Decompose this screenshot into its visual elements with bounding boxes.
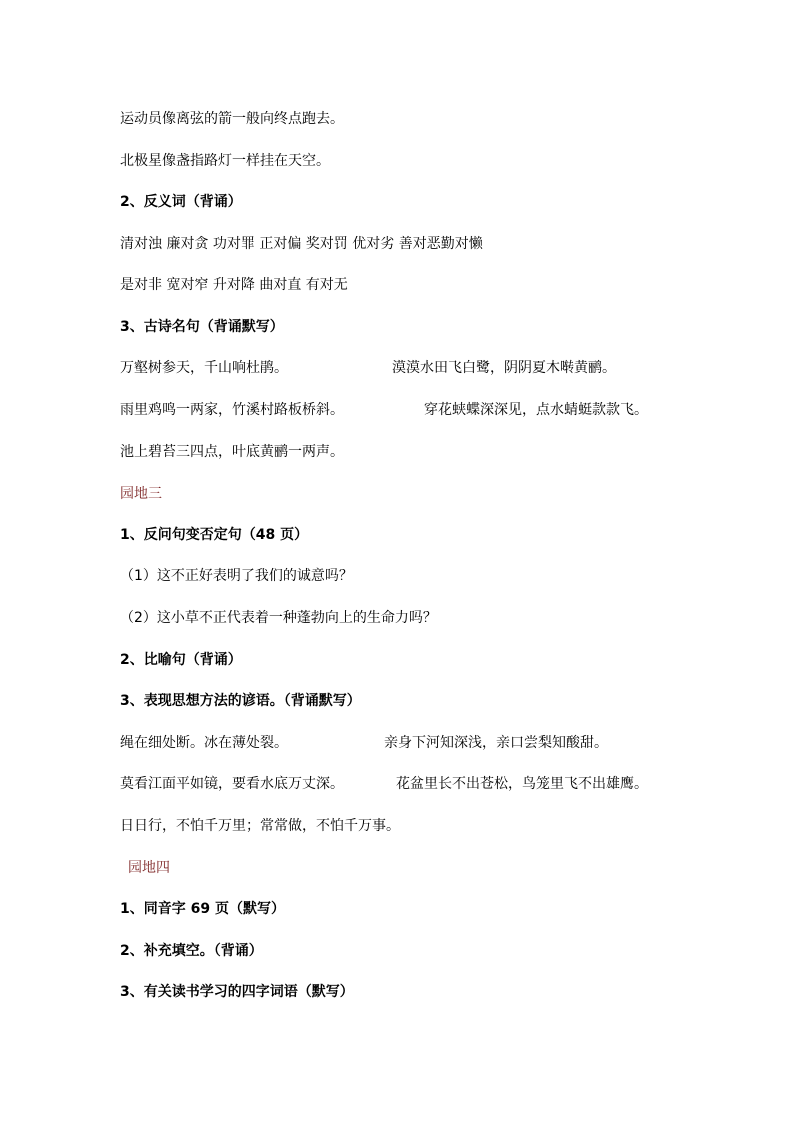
poem-row-3: 池上碧苔三四点，叶底黄鹂一两声。 — [120, 444, 344, 460]
poem-row-2 — [120, 400, 648, 420]
question-1: （1）这不正好表明了我们的诚意吗？ — [120, 568, 353, 584]
proverb-row-1 — [120, 733, 608, 753]
sentence-polaris: 北极星像盏指路灯一样挂在天空。 — [120, 153, 330, 169]
poem-line: 雨里鸡鸣一两家，竹溪村路板桥斜。 — [120, 402, 344, 418]
poem-row-1 — [120, 358, 616, 378]
heading-metaphor: 2、比喻句（背诵） — [120, 652, 242, 668]
heading-poems: 3、古诗名句（背诵默写） — [120, 319, 284, 335]
heading-homophones: 1、同音字 69 页（默写） — [120, 901, 285, 917]
sentence-runner: 运动员像离弦的箭一般向终点跑去。 — [120, 111, 344, 127]
heading-rhetorical: 1、反问句变否定句（48 页） — [120, 527, 309, 543]
antonym-row-2: 是对非 宽对窄 升对降 曲对直 有对无 — [120, 277, 348, 293]
proverb-row-2 — [120, 774, 648, 794]
poem-line: 万壑树参天，千山响杜鹃。 — [120, 360, 288, 376]
heading-fill-blanks: 2、补充填空。（背诵） — [120, 943, 263, 959]
heading-antonyms: 2、反义词（背诵） — [120, 194, 242, 210]
section-title-3: 园地三 — [120, 486, 162, 502]
heading-proverbs: 3、表现思想方法的谚语。（背诵默写） — [120, 693, 361, 709]
poem-line: 穿花蛱蝶深深见，点水蜻蜓款款飞。 — [424, 402, 648, 418]
proverb: 绳在细处断。冰在薄处裂。 — [120, 735, 288, 751]
section-title-4: 园地四 — [128, 860, 170, 876]
poem-line: 漠漠水田飞白鹭，阴阴夏木啭黄鹂。 — [392, 360, 616, 376]
proverb: 花盆里长不出苍松，鸟笼里飞不出雄鹰。 — [396, 776, 648, 792]
heading-idioms: 3、有关读书学习的四字词语（默写） — [120, 984, 354, 1000]
proverb: 亲身下河知深浅，亲口尝梨知酸甜。 — [384, 735, 608, 751]
question-2: （2）这小草不正代表着一种蓬勃向上的生命力吗？ — [120, 610, 437, 626]
antonym-row-1: 清对浊 廉对贪 功对罪 正对偏 奖对罚 优对劣 善对恶勤对懒 — [120, 236, 483, 252]
proverb: 莫看江面平如镜，要看水底万丈深。 — [120, 776, 344, 792]
proverb-row-3: 日日行，不怕千万里；常常做，不怕千万事。 — [120, 818, 400, 834]
